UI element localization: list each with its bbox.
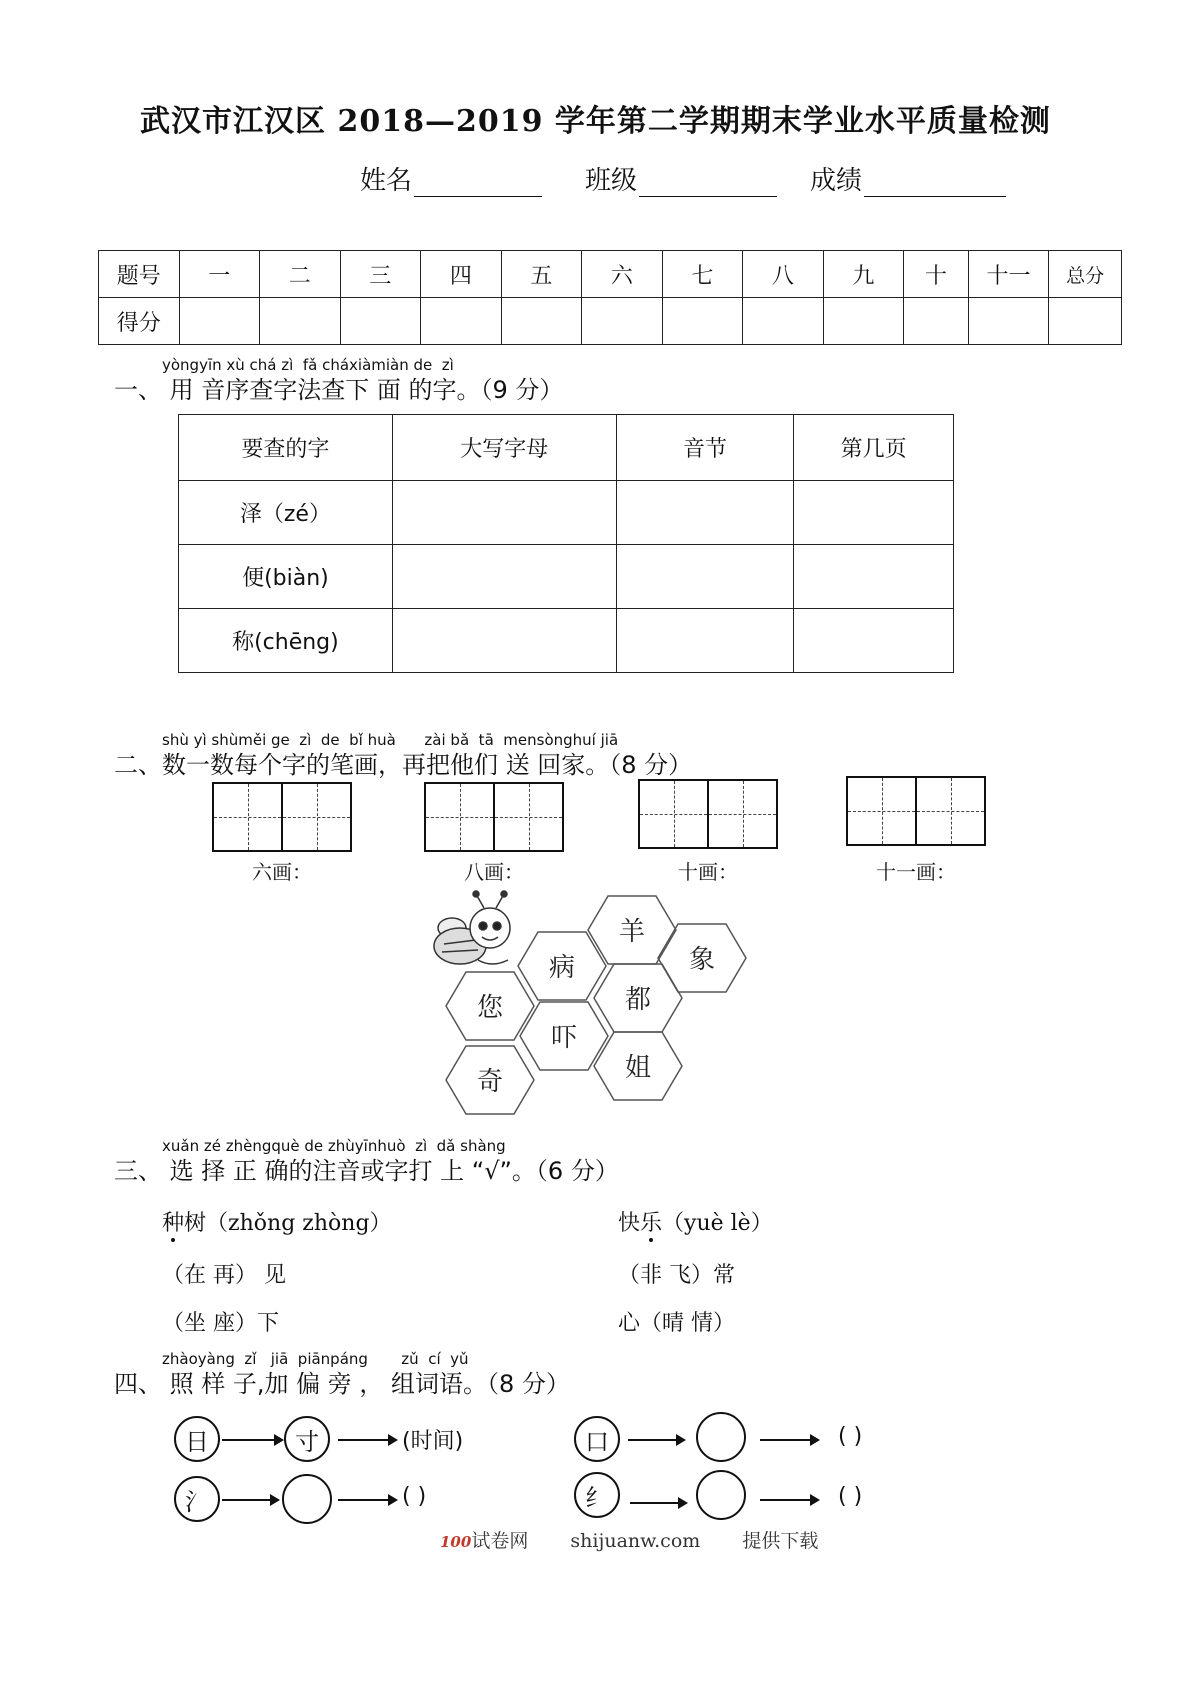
answer-cell[interactable] (794, 481, 954, 545)
score-cell: 二 (260, 251, 341, 298)
score-label: 成绩 (810, 166, 863, 196)
site-logo: 100 (440, 1533, 472, 1551)
page-title: 武汉市江汉区 2018—2019 学年第二学期期末学业水平质量检测 (140, 104, 1051, 139)
answer-cell[interactable] (616, 609, 794, 673)
hex-char: 吓 (550, 1023, 578, 1053)
answer-circle[interactable] (282, 1474, 332, 1524)
download-note: 提供下载 (742, 1530, 819, 1552)
answer-cell[interactable] (392, 481, 616, 545)
score-table-row-header (99, 251, 1122, 298)
score-input-cell[interactable] (743, 298, 824, 345)
answer-blank[interactable]: ( ) (838, 1424, 863, 1449)
radical-circle: 口 (574, 1416, 620, 1462)
score-cell: 九 (823, 251, 904, 298)
q1-pinyin: yòngyīn xù chá zì fǎ cháxiàmiàn de zì (162, 356, 454, 374)
example-answer: (时间) (402, 1429, 464, 1454)
score-input-cell[interactable] (904, 298, 969, 345)
score-cell: 十 (904, 251, 969, 298)
score-table (98, 250, 1122, 345)
answer-cell[interactable] (392, 609, 616, 673)
score-input-cell[interactable] (501, 298, 582, 345)
q3-item[interactable]: （坐 座）下 (162, 1311, 279, 1336)
q3-pinyin: xuǎn zé zhèngquè de zhùyīnhuò zì dǎ shàng (162, 1137, 506, 1155)
writing-box[interactable] (212, 782, 352, 852)
class-label: 班级 (585, 166, 638, 196)
answer-blank[interactable]: ( ) (838, 1484, 863, 1509)
lookup-row (179, 481, 954, 545)
writing-box[interactable] (638, 779, 778, 849)
lookup-header: 要查的字 (179, 415, 393, 481)
lookup-table (178, 414, 954, 673)
answer-circle[interactable] (696, 1470, 746, 1520)
arrow-icon (760, 1439, 818, 1441)
score-cell: 五 (501, 251, 582, 298)
box-caption: 十画： (678, 860, 738, 884)
radical-circle: 纟 (574, 1472, 620, 1518)
score-input-cell[interactable] (260, 298, 341, 345)
answer-cell[interactable] (794, 609, 954, 673)
answer-circle[interactable] (696, 1412, 746, 1462)
arrow-icon (338, 1499, 396, 1501)
hex-char: 病 (548, 953, 576, 983)
lookup-char: 便(biàn) (179, 545, 393, 609)
class-field[interactable] (585, 160, 777, 197)
writing-box[interactable] (846, 776, 986, 846)
score-cell: 一 (179, 251, 260, 298)
q3-item[interactable]: （在 再） 见 (162, 1263, 286, 1288)
score-input-cell[interactable] (179, 298, 260, 345)
hex-char: 象 (688, 945, 716, 975)
bee-illustration (434, 891, 510, 964)
score-field[interactable] (810, 160, 1006, 197)
score-cell: 八 (743, 251, 824, 298)
score-cell: 三 (340, 251, 421, 298)
hex-char: 姐 (624, 1053, 652, 1083)
lookup-header-row (179, 415, 954, 481)
name-label: 姓名 (360, 166, 413, 196)
q3-title: 三、 选 择 正 确的注音或字打 上 “√”。（6 分） (114, 1157, 619, 1185)
score-input-cell[interactable] (1049, 298, 1122, 345)
box-caption: 八画： (464, 860, 524, 884)
score-cell: 六 (582, 251, 663, 298)
q2-title: 二、数一数每个字的笔画，再把他们 送 回家。（8 分） (114, 751, 693, 779)
score-input-cell[interactable] (421, 298, 502, 345)
hex-char: 奇 (476, 1067, 504, 1097)
score-cell: 十一 (968, 251, 1049, 298)
char-circle: 寸 (284, 1416, 330, 1462)
q4-title: 四、 照 样 子,加 偏 旁 ， 组词语。（8 分） (114, 1370, 570, 1398)
score-input-cell[interactable] (662, 298, 743, 345)
arrow-icon (338, 1439, 396, 1441)
q2-pinyin: shù yì shùměi ge zì de bǐ huà zài bǎ tā mensònghuí jiā (162, 731, 619, 749)
answer-blank[interactable]: ( ) (402, 1484, 427, 1509)
arrow-icon (222, 1439, 282, 1441)
honeycomb-graphic (430, 890, 790, 1120)
q3-item[interactable]: 种树（zhǒng zhòng） (162, 1211, 392, 1236)
lookup-row (179, 609, 954, 673)
arrow-icon (760, 1499, 818, 1501)
lookup-header: 第几页 (794, 415, 954, 481)
name-field[interactable] (360, 160, 542, 197)
footer-watermark (440, 1526, 818, 1553)
score-row-label: 得分 (99, 298, 180, 345)
lookup-row (179, 545, 954, 609)
arrow-icon (628, 1439, 684, 1441)
lookup-char: 泽（zé） (179, 481, 393, 545)
score-table-row-score (99, 298, 1122, 345)
site-name-cn: 试卷网 (471, 1530, 529, 1552)
answer-cell[interactable] (392, 545, 616, 609)
radical-circle: 氵 (174, 1476, 220, 1522)
q3-item[interactable]: 快乐（yuè lè） (618, 1211, 773, 1236)
q3-item[interactable]: 心（晴 情） (618, 1311, 735, 1336)
score-cell: 总分 (1049, 251, 1122, 298)
q3-item[interactable]: （非 飞）常 (618, 1263, 735, 1288)
box-caption: 十一画： (876, 860, 956, 884)
score-input-cell[interactable] (582, 298, 663, 345)
score-cell: 四 (421, 251, 502, 298)
radical-circle: 日 (174, 1416, 220, 1462)
q4-pinyin: zhàoyàng zǐ jiā piānpáng zǔ cí yǔ (162, 1350, 469, 1368)
q1-title: 一、 用 音序查字法查下 面 的字。（9 分） (114, 376, 564, 404)
hex-char: 您 (476, 993, 504, 1023)
hex-char: 都 (624, 985, 652, 1015)
arrow-icon (222, 1499, 278, 1501)
answer-cell[interactable] (794, 545, 954, 609)
score-cell: 题号 (99, 251, 180, 298)
lookup-char: 称(chēng) (179, 609, 393, 673)
writing-box[interactable] (424, 782, 564, 852)
score-input-cell[interactable] (968, 298, 1049, 345)
arrow-icon (630, 1502, 686, 1504)
hex-char: 羊 (618, 917, 646, 947)
lookup-header: 大写字母 (392, 415, 616, 481)
score-input-cell[interactable] (823, 298, 904, 345)
lookup-header: 音节 (616, 415, 794, 481)
site-url: shijuanw.com (570, 1530, 701, 1552)
score-input-cell[interactable] (340, 298, 421, 345)
answer-cell[interactable] (616, 545, 794, 609)
answer-cell[interactable] (616, 481, 794, 545)
score-cell: 七 (662, 251, 743, 298)
box-caption: 六画： (252, 860, 312, 884)
